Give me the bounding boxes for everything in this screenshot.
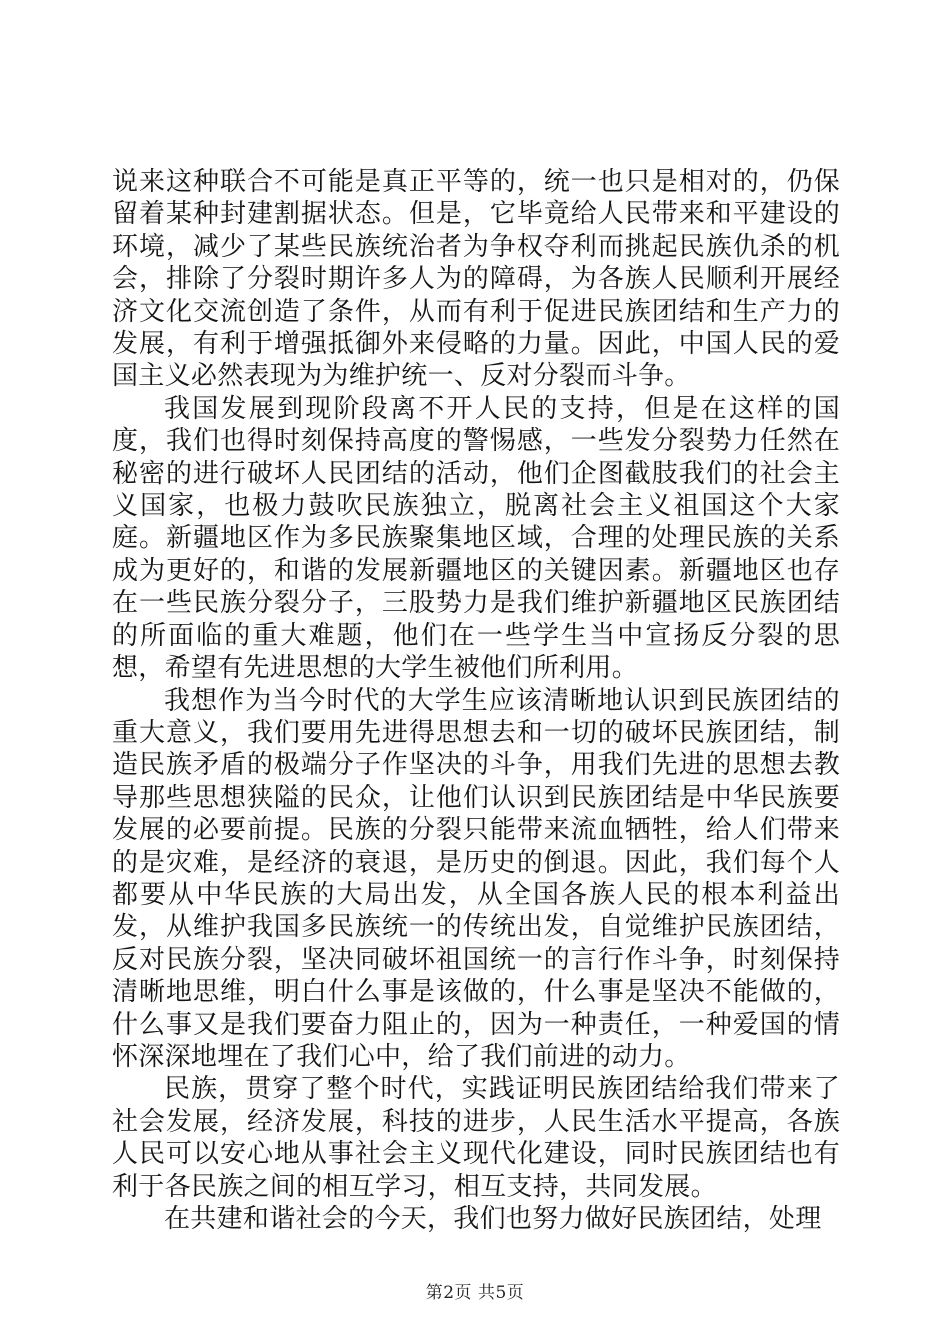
document-body: [112, 166, 840, 1235]
paragraph-2: 我国发展到现阶段离不开人民的支持，但是在这样的国度，我们也得时刻保持高度的警惕感，一些发分裂势力任然在秘密的进行破坏人民团结的活动，他们企图截肢我们的社会主义国家，也极力鼓吹民族独立，脱离社会主义祖国这个大家庭。新疆地区作为多民族聚集地区域，合理的处理民族的关系成为更好的，和谐的发展新疆地区的关键因素。新疆地区也存在一些民族分裂分子，三股势力是我们维护新疆地区民族团结的所面临的重大难题，他们在一些学生当中宣扬反分裂的思想，希望有先进思想的大学生被他们所利用。: [112, 393, 840, 684]
paragraph-1: 说来这种联合不可能是真正平等的，统一也只是相对的，仍保留着某种封建割据状态。但是，它毕竟给人民带来和平建设的环境，减少了某些民族统治者为争权夺利而挑起民族仇杀的机会，排除了分裂时期许多人为的障碍，为各族人民顺利开展经济文化交流创造了条件，从而有利于促进民族团结和生产力的发展，有利于增强抵御外来侵略的力量。因此，中国人民的爱国主义必然表现为为维护统一、反对分裂而斗争。: [112, 167, 840, 392]
paragraph-4: 民族，贯穿了整个时代，实践证明民族团结给我们带来了社会发展，经济发展，科技的进步，人民生活水平提高，各族人民可以安心地从事社会主义现代化建设，同时民族团结也有利于各民族之间的相互学习，相互支持，共同发展。: [112, 1074, 840, 1202]
paragraph-5: 在共建和谐社会的今天，我们也努力做好民族团结，处理: [164, 1204, 822, 1234]
paragraph-3: 我想作为当今时代的大学生应该清晰地认识到民族团结的重大意义，我们要用先进得思想去和一切的破坏民族团结，制造民族矛盾的极端分子作坚决的斗争，用我们先进的思想去教导那些思想狭隘的民众，让他们认识到民族团结是中华民族要发展的必要前提。民族的分裂只能带来流血牺牲，给人们带来的是灾难，是经济的衰退，是历史的倒退。因此，我们每个人都要从中华民族的大局出发，从全国各族人民的根本利益出发，从维护我国多民族统一的传统出发，自觉维护民族团结，反对民族分裂，坚决同破坏祖国统一的言行作斗争，时刻保持清晰地思维，明白什么事是该做的，什么事是坚决不能做的，什么事又是我们要奋力阻止的，因为一种责任，一种爱国的情怀深深地埋在了我们心中，给了我们前进的动力。: [112, 685, 840, 1072]
page-footer: 第2页 共5页: [425, 1283, 525, 1303]
